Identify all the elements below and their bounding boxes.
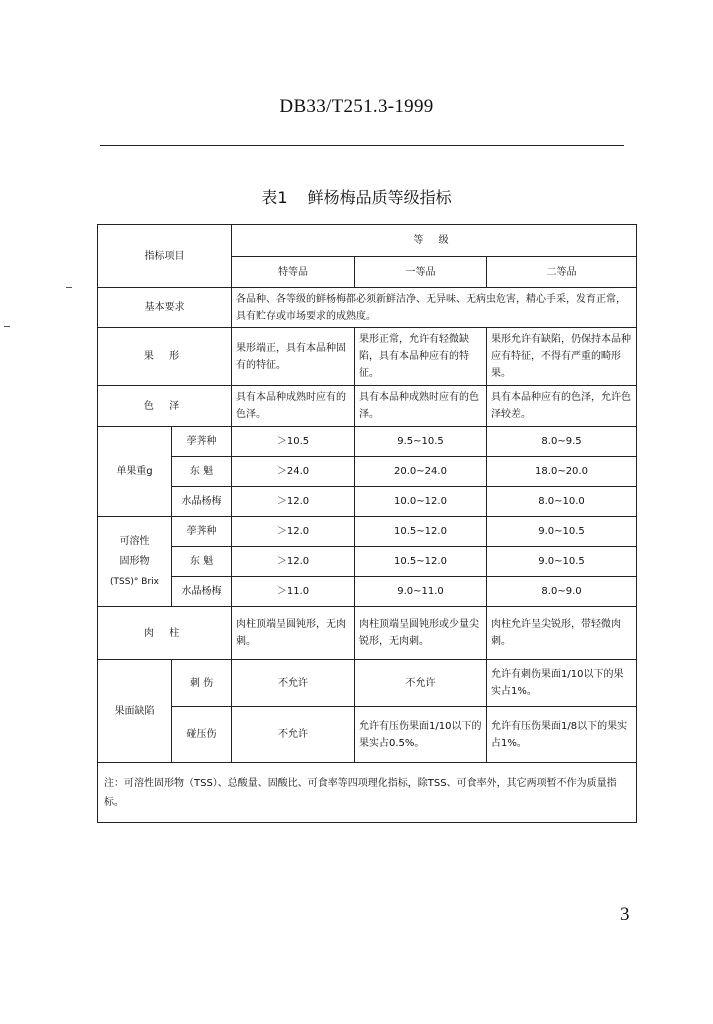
weight-value: 18.0~20.0 [487,457,637,487]
table-note: 注：可溶性固形物（TSS）、总酸量、固酸比、可食率等四项理化指标，除TSS、可食率外，其它两项暂不作为质量指标。 [98,763,637,823]
row-label-color: 色 泽 [98,386,232,427]
caption-number: 表1 [261,188,288,207]
color-first: 具有本品种成熟时应有的色泽。 [355,386,487,427]
weight-value: ＞10.5 [232,427,355,457]
row-label-shape: 果 形 [98,328,232,386]
row-label-weight: 单果重g [98,427,172,517]
caption-title: 鲜杨梅品质等级指标 [307,188,452,207]
weight-value: 10.0~12.0 [355,487,487,517]
flesh-premium: 肉柱顶端呈圆钝形，无肉刺。 [232,607,355,660]
header-grade-first: 一等品 [355,257,487,288]
tss-value: 10.5~12.0 [355,517,487,547]
tss-value: ＞12.0 [232,517,355,547]
shape-first: 果形正常，允许有轻微缺陷，具有本品种应有的特征。 [355,328,487,386]
defect-value: 允许有压伤果面1/8以下的果实占1%。 [487,707,637,763]
tss-value: ＞12.0 [232,547,355,577]
header-grade-second: 二等品 [487,257,637,288]
tss-value: 8.0~9.0 [487,577,637,607]
tss-value: ＞11.0 [232,577,355,607]
weight-value: 9.5~10.5 [355,427,487,457]
weight-variety: 东 魁 [172,457,232,487]
row-label-flesh: 肉 柱 [98,607,232,660]
scan-speck [4,326,10,327]
weight-variety: 水晶杨梅 [172,487,232,517]
tss-value: 9.0~10.5 [487,517,637,547]
row-label-defects: 果面缺陷 [98,660,172,763]
weight-value: ＞12.0 [232,487,355,517]
document-code: DB33/T251.3-1999 [279,96,434,117]
table-caption [0,185,713,208]
shape-second: 果形允许有缺陷，仍保持本品种应有特征，不得有严重的畸形果。 [487,328,637,386]
page-number: 3 [620,904,630,925]
basic-requirement-text: 各品种、各等级的鲜杨梅都必须新鲜洁净、无异味、无病虫危害，精心手采，发育正常，具有贮存或市场要求的成熟度。 [232,288,637,328]
defect-value: 允许有刺伤果面1/10以下的果实占1%。 [487,660,637,707]
defect-type: 碰压伤 [172,707,232,763]
defect-value: 允许有压伤果面1/10以下的果实占0.5%。 [355,707,487,763]
header-grade-premium: 特等品 [232,257,355,288]
weight-variety: 荸荠种 [172,427,232,457]
defect-value: 不允许 [232,660,355,707]
defect-type: 刺 伤 [172,660,232,707]
color-premium: 具有本品种成熟时应有的色泽。 [232,386,355,427]
flesh-second: 肉柱允许呈尖锐形，带轻微肉刺。 [487,607,637,660]
tss-variety: 荸荠种 [172,517,232,547]
row-label-basic: 基本要求 [98,288,232,328]
tss-label-line: (TSS)° Brix [109,576,159,587]
tss-variety: 东 魁 [172,547,232,577]
header-rule [100,145,624,146]
defect-value: 不允许 [355,660,487,707]
shape-premium: 果形端正，具有本品种固有的特征。 [232,328,355,386]
header-item: 指标项目 [98,225,232,288]
color-second: 具有本品种应有的色泽，允许色泽较差。 [487,386,637,427]
weight-value: 8.0~10.0 [487,487,637,517]
quality-grade-table [97,224,637,823]
tss-value: 9.0~11.0 [355,577,487,607]
tss-label-line: 固形物 [119,555,150,567]
tss-value: 10.5~12.0 [355,547,487,577]
scan-speck [66,287,72,288]
weight-value: 8.0~9.5 [487,427,637,457]
header-grade: 等 级 [232,225,637,257]
weight-value: 20.0~24.0 [355,457,487,487]
tss-label-line: 可溶性 [119,535,150,547]
defect-value: 不允许 [232,707,355,763]
tss-variety: 水晶杨梅 [172,577,232,607]
flesh-first: 肉柱顶端呈圆钝形或少量尖锐形，无肉刺。 [355,607,487,660]
tss-value: 9.0~10.5 [487,547,637,577]
row-label-tss [98,517,172,607]
weight-value: ＞24.0 [232,457,355,487]
